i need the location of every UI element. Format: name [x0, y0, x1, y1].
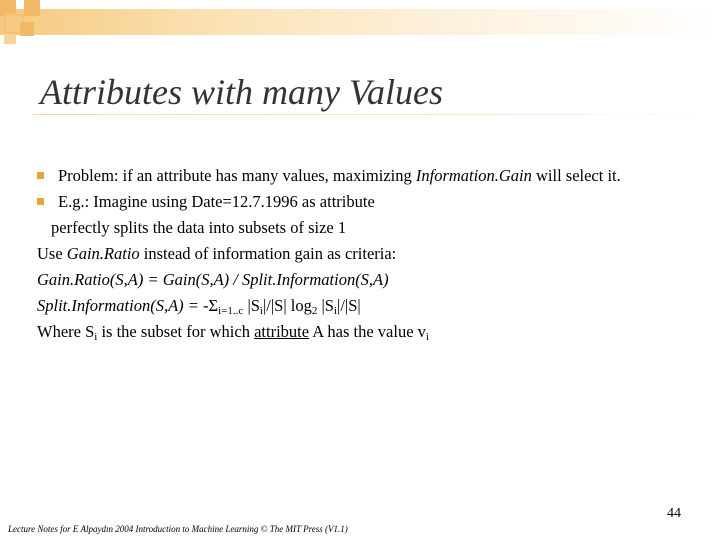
- formula-term: |S: [317, 296, 334, 315]
- bullet-square-icon: [37, 198, 44, 205]
- formula-term: |/|S|: [337, 296, 361, 315]
- where-text: Where S: [37, 322, 95, 341]
- where-underlined-word: attribute: [254, 322, 310, 341]
- slide-body: [37, 163, 707, 345]
- where-text: A has the value v: [309, 322, 426, 341]
- header-decoration-band: [0, 9, 720, 35]
- gain-ratio-formula: Gain.Ratio(S,A) = Gain(S,A) / Split.Information(S,A): [37, 270, 389, 289]
- bullet-2-continuation: perfectly splits the data into subsets of size 1: [51, 218, 347, 237]
- decoration-square: [24, 0, 40, 16]
- where-subscript: i: [94, 331, 98, 343]
- title-underline: [33, 114, 720, 115]
- gain-ratio-line-text: Use: [37, 244, 67, 263]
- bullet-1-text: Problem: if an attribute has many values, maximizing: [58, 166, 416, 185]
- formula-subscript: 2: [311, 305, 318, 317]
- formula-sigma: -Σ: [203, 296, 219, 315]
- split-information-formula: [37, 293, 707, 319]
- formula-subscript: i: [259, 305, 263, 317]
- bullet-2-text: E.g.: Imagine using Date=12.7.1996 as attribute: [58, 192, 375, 211]
- formula-sigma-subscript: i=1..c: [218, 305, 244, 317]
- footer-citation: Lecture Notes for E Alpaydın 2004 Introduction to Machine Learning © The MIT Press (V1.1): [8, 524, 348, 534]
- bullet-square-icon: [37, 172, 44, 179]
- bullet-1-emphasis: Information.Gain: [415, 166, 532, 185]
- gain-ratio-emphasis: Gain.Ratio: [66, 244, 140, 263]
- where-line: [37, 319, 707, 345]
- formula-subscript: i: [333, 305, 338, 317]
- bullet-item-2: [37, 189, 707, 215]
- decoration-square: [4, 34, 16, 44]
- where-subscript: i: [425, 331, 429, 343]
- page-number: 44: [667, 506, 681, 521]
- where-text: is the subset for which: [97, 322, 255, 341]
- formula-term: |S: [243, 296, 260, 315]
- formula-lhs: Split.Information(S,A) =: [37, 296, 204, 315]
- bullet-item-1: [37, 163, 707, 189]
- bullet-1-text-end: will select it.: [531, 166, 621, 185]
- formula-term: |/|S| log: [262, 296, 312, 315]
- decoration-square: [20, 22, 34, 36]
- gain-ratio-line: [37, 241, 707, 267]
- slide-title: Attributes with many Values: [40, 72, 443, 112]
- gain-ratio-line-end: instead of information gain as criteria:: [139, 244, 397, 263]
